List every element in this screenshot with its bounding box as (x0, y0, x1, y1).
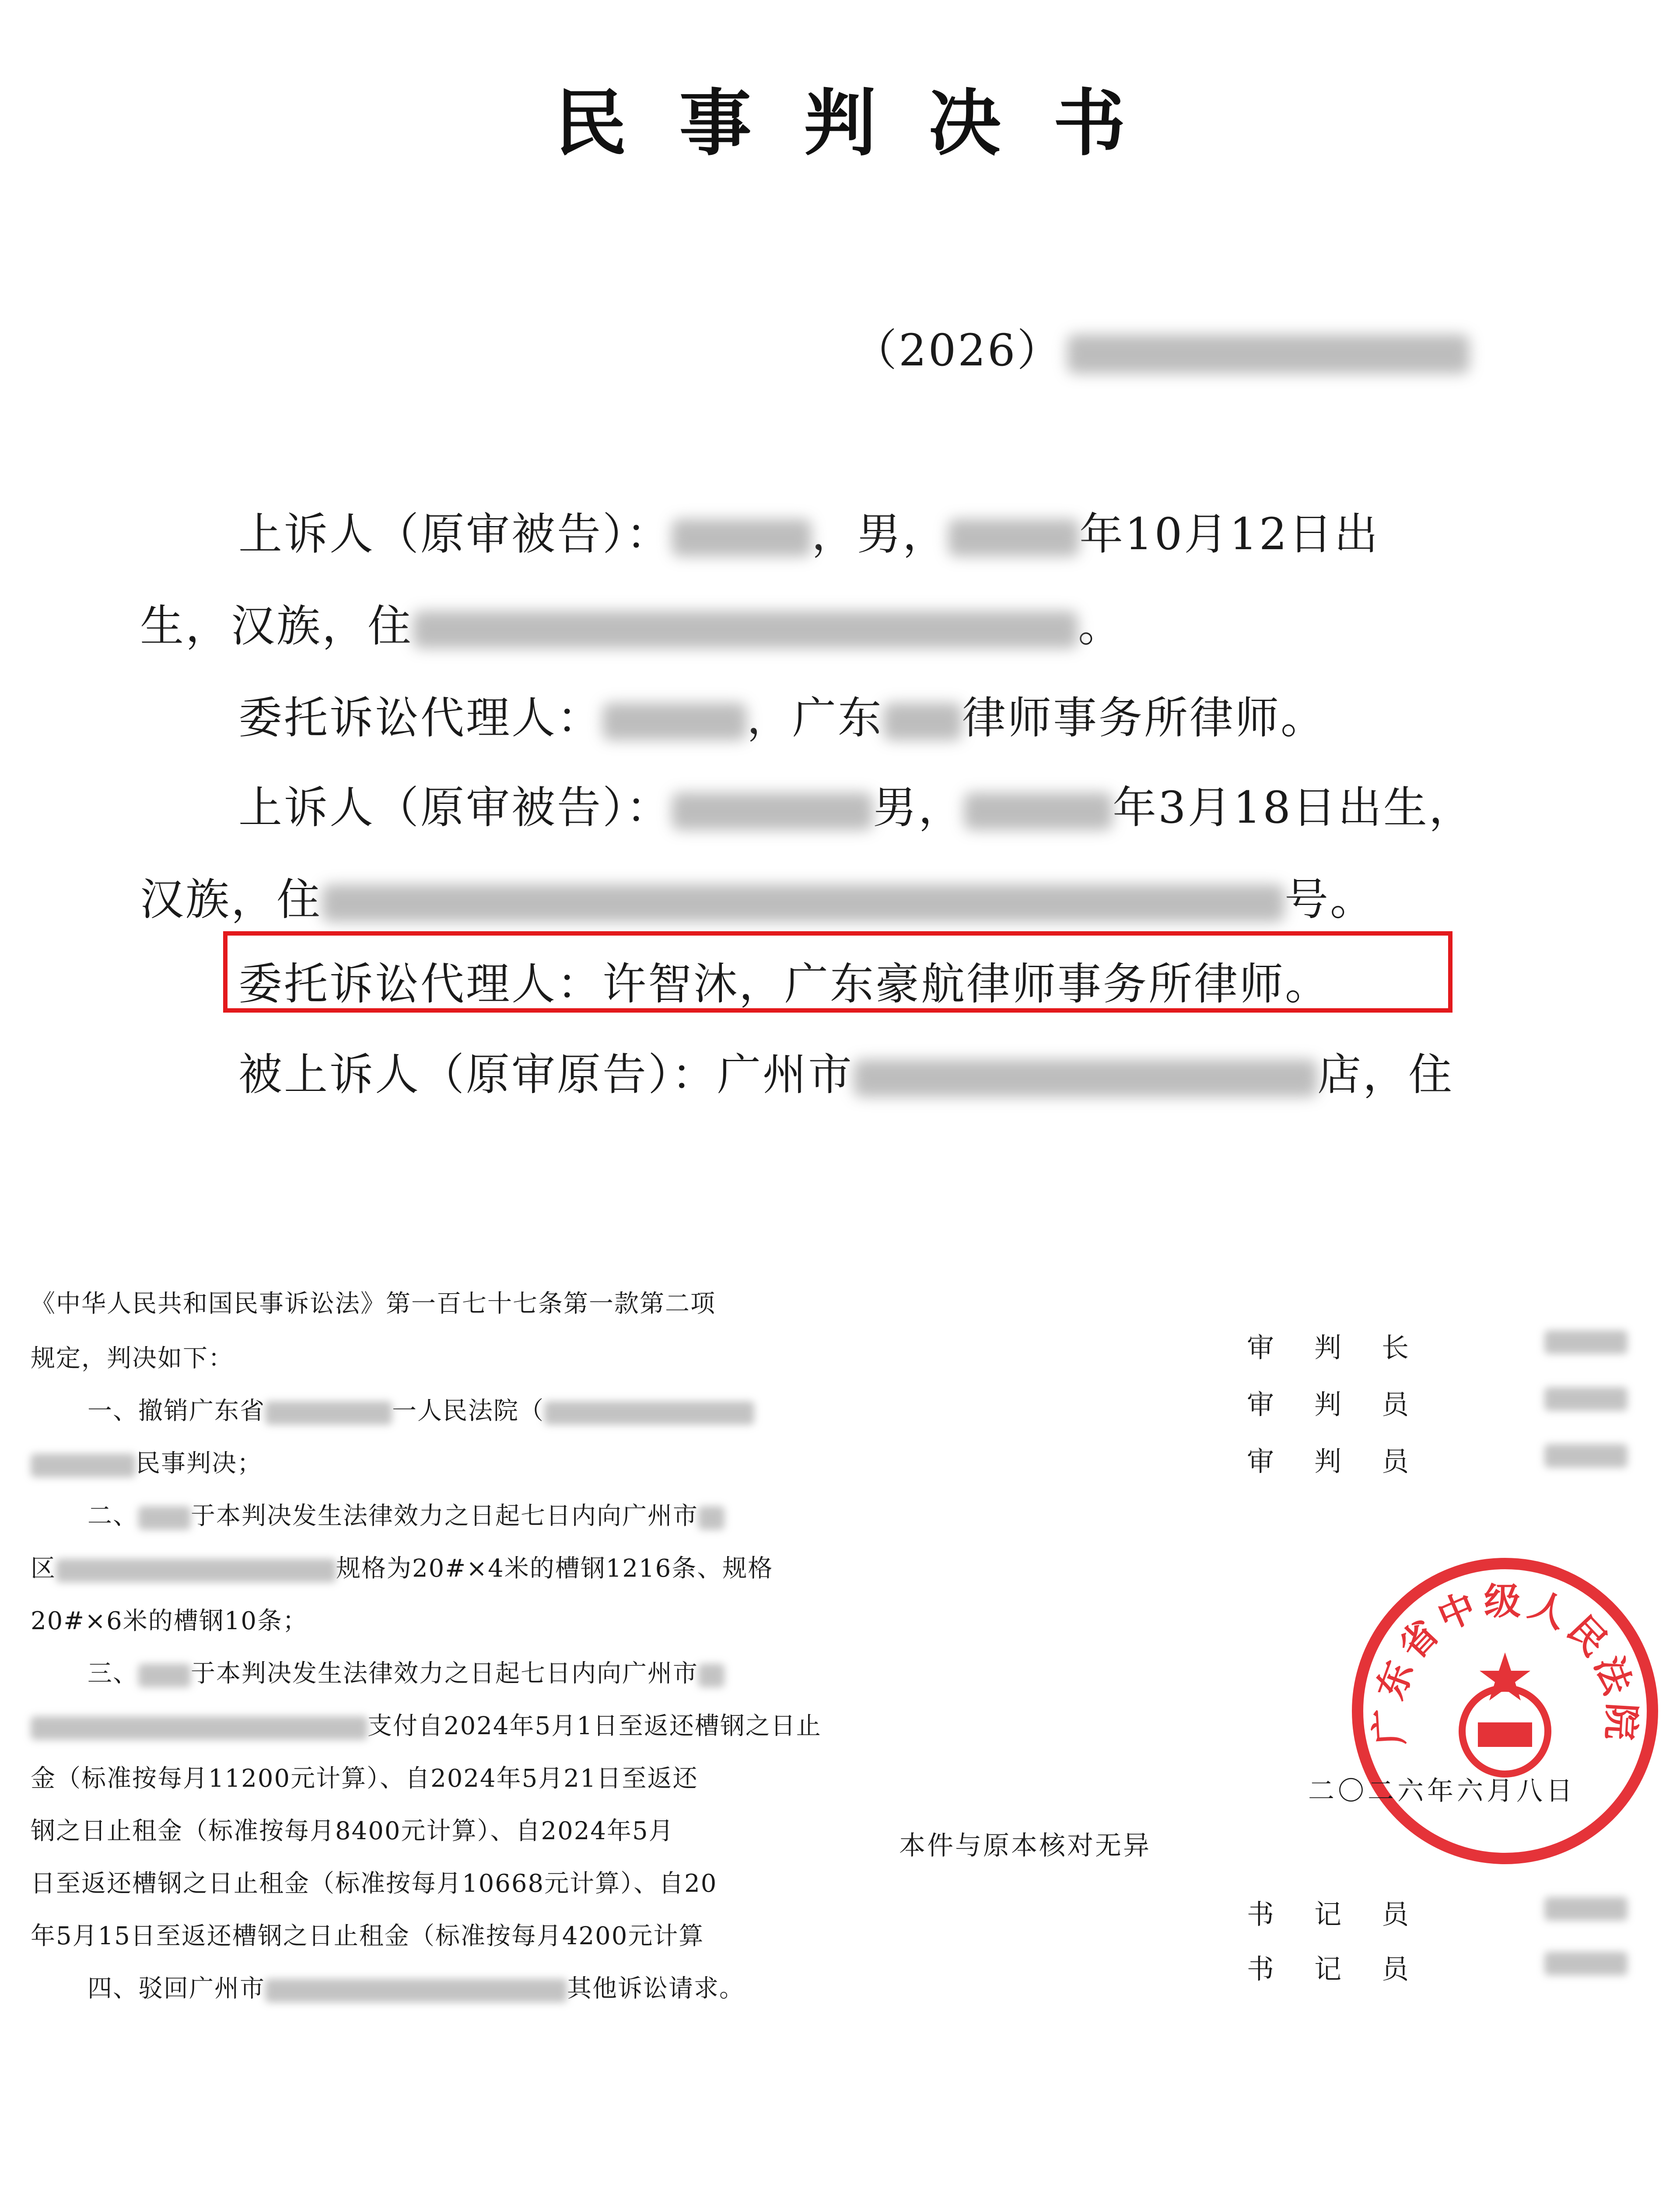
redacted-clerk-name (1544, 1952, 1628, 1975)
text: 号。 (1284, 874, 1376, 925)
redacted-address (322, 884, 1284, 922)
redacted-judge-name (1544, 1330, 1628, 1354)
party-line-5 (140, 864, 1376, 927)
ruling-line-12: 日至返还槽钢之日止租金（标准按每月10668元计算）、自20 (31, 1869, 718, 1898)
party-line-7 (238, 1039, 1454, 1102)
text: 上诉人（原审被告）： (238, 508, 672, 560)
redacted-name (56, 1559, 336, 1582)
seal-text: 广东省中级人民法院 (1366, 1580, 1644, 1746)
text: 男， (873, 782, 964, 833)
case-number (853, 315, 1470, 378)
text: 四、驳回广州市 (88, 1974, 265, 2003)
ruling-line-11: 钢之日止租金（标准按每月8400元计算）、自2024年5月 (31, 1817, 674, 1845)
ruling-line-3 (88, 1392, 754, 1427)
text: 汉族，住 (140, 874, 322, 925)
ruling-line-4 (31, 1444, 262, 1479)
redacted-name (138, 1664, 191, 1687)
ruling-line-9 (31, 1707, 822, 1742)
redacted-name (854, 1059, 1317, 1097)
redacted-judge-name (1544, 1444, 1628, 1468)
case-number-year: （2026） (853, 325, 1063, 376)
redacted-case (544, 1401, 754, 1425)
redacted-name (265, 1979, 567, 2002)
ruling-line-8 (88, 1654, 724, 1689)
text: 委托诉讼代理人： (238, 692, 602, 743)
judgment-date: 二〇二六年六月八日 (1308, 1776, 1576, 1806)
redacted-name (672, 519, 812, 557)
text: 规格为20#×4米的槽钢1216条、规格 (336, 1554, 774, 1583)
redacted-judge-name (1544, 1387, 1628, 1411)
party-line-1 (238, 499, 1380, 562)
redacted-address (413, 611, 1078, 649)
judge-label-1: 审判员 (1247, 1389, 1449, 1420)
text: 其他诉讼请求。 (567, 1974, 745, 2003)
text: 区 (31, 1554, 56, 1583)
judge-chief-label: 审判长 (1247, 1332, 1449, 1364)
text: 年10月12日出 (1079, 508, 1380, 560)
redacted-name (138, 1506, 191, 1530)
redacted-case (31, 1454, 136, 1477)
redacted-name (698, 1664, 724, 1687)
text: 上诉人（原审被告）： (238, 782, 672, 833)
ruling-line-2: 规定，判决如下： (31, 1344, 234, 1373)
text: 被上诉人（原审原告）：广州市 (238, 1049, 854, 1100)
ruling-line-13: 年5月15日至返还槽钢之日止租金（标准按每月4200元计算 (31, 1922, 704, 1950)
ruling-line-10: 金（标准按每月11200元计算）、自2024年5月21日至返还 (31, 1764, 698, 1793)
text: 支付自2024年5月1日至返还槽钢之日止 (368, 1712, 822, 1740)
highlight-box (223, 931, 1452, 1013)
ruling-line-1: 《中华人民共和国民事诉讼法》第一百七十七条第一款第二项 (31, 1290, 716, 1318)
clerk-label-2: 书记员 (1247, 1953, 1449, 1985)
ruling-line-5 (88, 1497, 724, 1532)
clerk-label-1: 书记员 (1247, 1898, 1449, 1930)
redacted-name (672, 792, 873, 830)
redacted-clerk-name (1544, 1897, 1628, 1921)
ruling-line-6 (31, 1549, 773, 1584)
text: 于本判决发生法律效力之日起七日内向广州市 (191, 1502, 698, 1530)
text: ，广东 (747, 692, 883, 743)
verification-note: 本件与原本核对无异 (899, 1830, 1151, 1861)
redacted-name (698, 1506, 724, 1530)
party-line-2 (140, 591, 1124, 654)
redacted-court (265, 1401, 392, 1425)
text: 生，汉族，住 (140, 600, 413, 652)
text: 一、撤销广东省 (88, 1397, 265, 1425)
text: 三、 (88, 1659, 138, 1688)
text: 律师事务所律师。 (962, 692, 1326, 743)
redacted-year (948, 519, 1079, 557)
party-line-3 (238, 683, 1326, 746)
court-seal (1352, 1558, 1658, 1864)
ruling-line-7: 20#×6米的槽钢10条； (31, 1607, 308, 1635)
redacted-case-number (1067, 334, 1470, 374)
text: 民事判决； (136, 1449, 262, 1478)
text: 。 (1078, 600, 1124, 652)
redacted-firm (883, 703, 962, 740)
party-line-6-highlighted: 委托诉讼代理人：许智沐，广东豪航律师事务所律师。 (238, 958, 1330, 1010)
text: 一人民法院（ (392, 1397, 544, 1425)
redacted-year (964, 792, 1113, 830)
text: ，男， (812, 508, 948, 560)
redacted-agent-name (602, 703, 747, 740)
text: 于本判决发生法律效力之日起七日内向广州市 (191, 1659, 698, 1688)
document-title: 民事判决书 (554, 81, 1178, 165)
redacted-name (31, 1716, 368, 1740)
ruling-line-14 (88, 1969, 745, 2004)
text: 二、 (88, 1502, 138, 1530)
party-line-4 (238, 772, 1474, 835)
judge-label-2: 审判员 (1247, 1445, 1449, 1477)
national-emblem-gate-icon (1478, 1722, 1532, 1747)
text: 店，住 (1317, 1049, 1454, 1100)
text: 年3月18日出生， (1113, 782, 1474, 833)
